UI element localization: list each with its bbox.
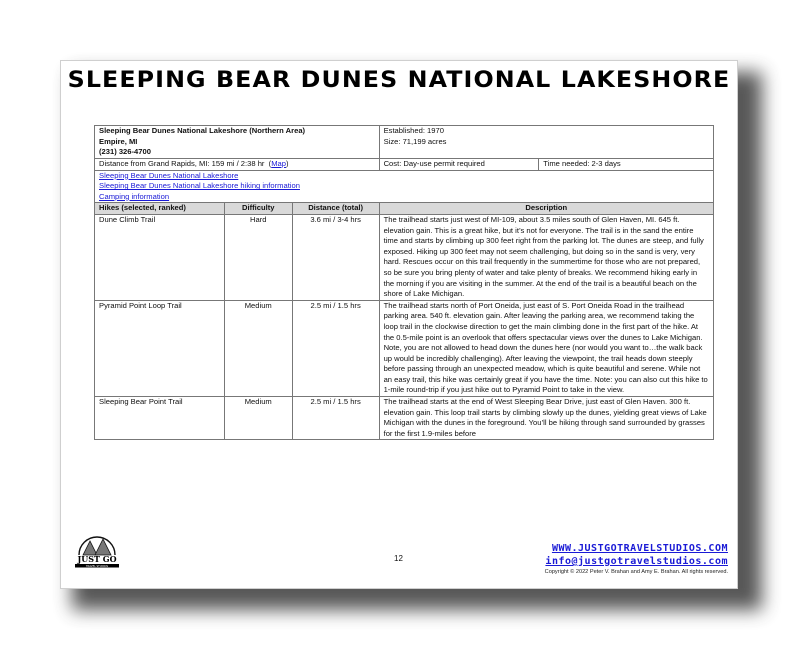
hike-name: Pyramid Point Loop Trail (95, 300, 225, 396)
table-row (95, 397, 714, 440)
email-link[interactable]: info@justgotravelstudios.com (545, 556, 728, 567)
camping-info-link[interactable]: Camping information (99, 191, 170, 201)
header-hikes: Hikes (selected, ranked) (95, 203, 225, 215)
hike-description: The trailhead starts north of Port Oneida, just east of S. Port Oneida Road in the trailhead parking area. 540 ft. elevation gain. After leaving the parking area, we recommend taking the loop trail in the clockwise direction to get the main climbing done in the first part of the hike. At the 0.5-mile point is an overlook that offers spectacular views over the dunes to Lake Michigan. Note, you are not allowed to head down the dunes here (nor would you want to…the walk back up would be incredibly challenging). After leaving the viewpoint, the trail heads down steeply before passing through an unexpected meadow, which is quite beautiful and serene. While not an easy trail, this hike was certainly great if you have the time. Note: you can also cut this hike to 1-mile round-trip if you just hike out to Pyramid Point to take in the view. (379, 300, 713, 396)
links-row (95, 170, 714, 203)
hike-name: Sleeping Bear Point Trail (95, 397, 225, 440)
hikes-header-row (95, 203, 714, 215)
park-website-link[interactable]: Sleeping Bear Dunes National Lakeshore (99, 170, 239, 180)
hike-distance: 2.5 mi / 1.5 hrs (292, 397, 379, 440)
park-name: Sleeping Bear Dunes National Lakeshore (Northern Area) (99, 126, 306, 135)
hike-description: The trailhead starts just west of MI-109, about 3.5 miles south of Glen Haven, MI. 645 ft. elevation gain. This is a great hike, but it’s not for everyone. The trail is in the sand the entire time and starts by climbing up 300 feet right from the parking lot. The dunes are steep, and fully exposed. Hiking up 300 feet may not seem challenging, but doing so in the sand is very, very hard. Rescues occur on this trail frequently in the summertime for those who are not prepared, so be sure you bring plenty of water and take plenty of breaks. We recommend hiking early in the morning if you are visiting in the summer. At the end of the trail is a beautiful beach on the shore of Lake Michigan. (379, 214, 713, 300)
table-row (95, 300, 714, 396)
document-page (60, 60, 738, 589)
hike-name: Dune Climb Trail (95, 214, 225, 300)
hiking-info-link[interactable]: Sleeping Bear Dunes National Lakeshore hiking information (99, 181, 300, 191)
header-distance: Distance (total) (292, 203, 379, 215)
logo-text: JUST GO (77, 554, 117, 564)
park-info-table (94, 125, 714, 440)
cost-text: Cost: Day-use permit required (379, 159, 539, 171)
hike-description: The trailhead starts at the end of West Sleeping Bear Drive, just east of Glen Haven. 300 ft. elevation gain. This loop trail starts by climbing slowly up the dunes, yielding great views of Lake Michigan with the dunes in the foreground. You’ll be hiking through sand surrounded by grasses for the first 1.9-miles before (379, 397, 713, 440)
header-difficulty: Difficulty (224, 203, 292, 215)
time-needed-text: Time needed: 2-3 days (539, 159, 714, 171)
established: Established: 1970 (383, 126, 444, 135)
hike-distance: 3.6 mi / 3-4 hrs (292, 214, 379, 300)
park-header-row (95, 126, 714, 159)
distance-cell: Distance from Grand Rapids, MI: 159 mi / 2:38 hr (Map) (95, 159, 380, 171)
logistics-row (95, 159, 714, 171)
logo-subtext: TRAVEL STUDIOS (85, 565, 109, 568)
page-number: 12 (394, 554, 403, 563)
hike-difficulty: Medium (224, 397, 292, 440)
copyright-text: Copyright © 2022 Peter V. Brahan and Amy E. Brahan. All rights reserved. (544, 569, 728, 575)
links-cell (95, 170, 714, 203)
hike-distance: 2.5 mi / 1.5 hrs (292, 300, 379, 396)
park-identity-cell (95, 126, 380, 159)
table-row (95, 214, 714, 300)
just-go-logo (67, 529, 127, 569)
park-phone: (231) 326-4700 (99, 147, 151, 157)
map-link[interactable]: Map (271, 159, 286, 168)
hike-difficulty: Medium (224, 300, 292, 396)
park-size: Size: 71,199 acres (383, 136, 447, 146)
website-link[interactable]: WWW.JUSTGOTRAVELSTUDIOS.COM (551, 543, 728, 554)
distance-text: Distance from Grand Rapids, MI: 159 mi / 2:38 hr (99, 159, 265, 168)
hike-difficulty: Hard (224, 214, 292, 300)
park-facts-cell (379, 126, 713, 159)
header-description: Description (379, 203, 713, 215)
page-title: SLEEPING BEAR DUNES NATIONAL LAKESHORE (67, 68, 731, 93)
park-location: Empire, MI (99, 136, 138, 146)
